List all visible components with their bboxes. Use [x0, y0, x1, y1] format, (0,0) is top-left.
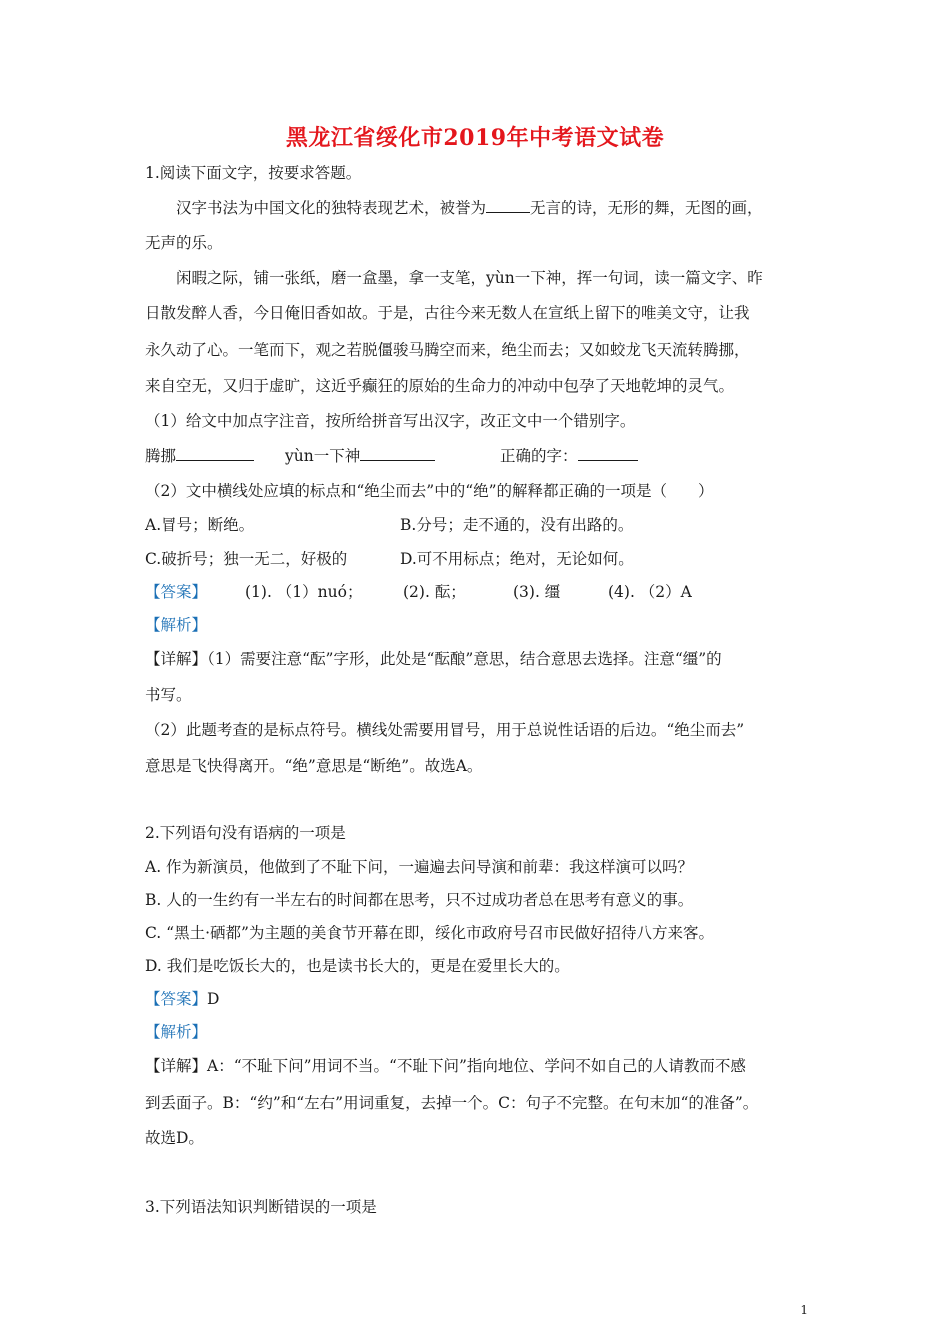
q2-option-c: C. “黑土·硒都”为主题的美食节开幕在即，绥化市政府号召市民做好招待八方来客。 [145, 924, 714, 942]
q1-option-d: D.可不用标点；绝对，无论如何。 [400, 550, 634, 568]
q1-passage-line: 无声的乐。 [145, 234, 223, 252]
fill-blank [578, 444, 638, 461]
q1-p1-text: 汉字书法为中国文化的独特表现艺术，被誉为 [176, 199, 487, 217]
q2-detail-line: 到丢面子。B：“约”和“左右”用词重复，去掉一个。C：句子不完整。在句末加“的准备”。 [145, 1094, 759, 1112]
detail-text: （1）需要注意“酝”字形，此处是“酝酿”意思，结合意思去选择。注意“缰”的 [207, 650, 722, 668]
q1-answer-tag: 【答案】 [145, 583, 208, 601]
answer-value: D [207, 990, 220, 1008]
blank-line [486, 196, 530, 213]
q1-fill-2 [285, 444, 435, 467]
fill-blank [360, 444, 435, 461]
q2-option-b: B. 人的一生约有一半左右的时间都在思考，只不过成功者总在思考有意义的事。 [145, 891, 694, 909]
q2-answer [145, 988, 219, 1010]
q1-answer-item: (2). 酝； [403, 583, 466, 601]
q1-option-a: A.冒号；断绝。 [145, 516, 255, 534]
q1-detail-line [145, 648, 722, 670]
exam-title: 黑龙江省绥化市2019年中考语文试卷 [285, 125, 665, 151]
q1-subquestion-1: （1）给文中加点字注音，按所给拼音写出汉字，改正文中一个错别字。 [145, 412, 636, 430]
page-number: 1 [800, 1303, 808, 1317]
fill-label: 正确的字： [500, 447, 578, 465]
q1-answer-item: (4). （2）A [608, 583, 692, 601]
q1-analysis-tag: 【解析】 [145, 616, 208, 634]
q1-option-c: C.破折号；独一无二，好极的 [145, 550, 348, 568]
q1-fill-1 [145, 444, 254, 467]
q1-passage-line: 闲暇之际，铺一张纸，磨一盒墨，拿一支笔，yùn一下神，挥一句词，读一篇文字、昨 [176, 269, 763, 287]
fill-blank [176, 444, 254, 461]
q2-stem: 2.下列语句没有语病的一项是 [145, 824, 346, 842]
detail-tag: 【详解】 [145, 1057, 208, 1075]
q1-answer-item: (1). （1）nuó； [245, 583, 363, 601]
q2-option-d: D. 我们是吃饭长大的，也是读书长大的，更是在爱里长大的。 [145, 957, 570, 975]
q1-passage-line: 永久动了心。一笔而下，观之若脱僵骏马腾空而来，绝尘而去；又如蛟龙飞天流转腾挪， [145, 341, 750, 359]
q2-option-a: A. 作为新演员，他做到了不耻下问，一遍遍去问导演和前辈：我这样演可以吗？ [145, 858, 694, 876]
q2-analysis-tag: 【解析】 [145, 1023, 208, 1041]
detail-tag: 【详解】 [145, 650, 208, 668]
q1-passage-line: 日散发醉人香，今日俺旧香如故。于是，古往今来无数人在宣纸上留下的唯美文守，让我 [145, 304, 750, 322]
q1-answer-item: (3). 缰 [513, 583, 561, 601]
q1-option-b: B.分号；走不通的，没有出路的。 [400, 516, 634, 534]
answer-tag: 【答案】 [145, 990, 208, 1008]
q1-subquestion-2: （2）文中横线处应填的标点和“绝尘而去”中的“绝”的解释都正确的一项是（ ） [145, 482, 714, 500]
q3-stem: 3.下列语法知识判断错误的一项是 [145, 1198, 377, 1216]
fill-label: yùn一下神 [285, 447, 361, 465]
q1-fill-3 [500, 444, 638, 467]
q2-detail-line [145, 1055, 746, 1077]
detail-text: A：“不耻下问”用词不当。“不耻下问”指向地位、学问不如自己的人请教而不感 [207, 1057, 746, 1075]
q1-passage-line: 来自空无，又归于虚旷，这近乎癫狂的原始的生命力的冲动中包孕了天地乾坤的灵气。 [145, 377, 735, 395]
q1-passage-line [176, 196, 763, 219]
fill-label: 腾挪 [145, 447, 177, 465]
q1-detail-line: （2）此题考查的是标点符号。横线处需要用冒号，用于总说性话语的后边。“绝尘而去” [145, 721, 745, 739]
q1-detail-line: 意思是飞快得离开。“绝”意思是“断绝”。故选A。 [145, 757, 483, 775]
q1-stem: 1.阅读下面文字，按要求答题。 [145, 164, 362, 182]
q1-detail-line: 书写。 [145, 686, 192, 704]
q1-p1-text-cont: 无言的诗，无形的舞，无图的画， [530, 199, 763, 217]
q2-detail-line: 故选D。 [145, 1129, 204, 1147]
